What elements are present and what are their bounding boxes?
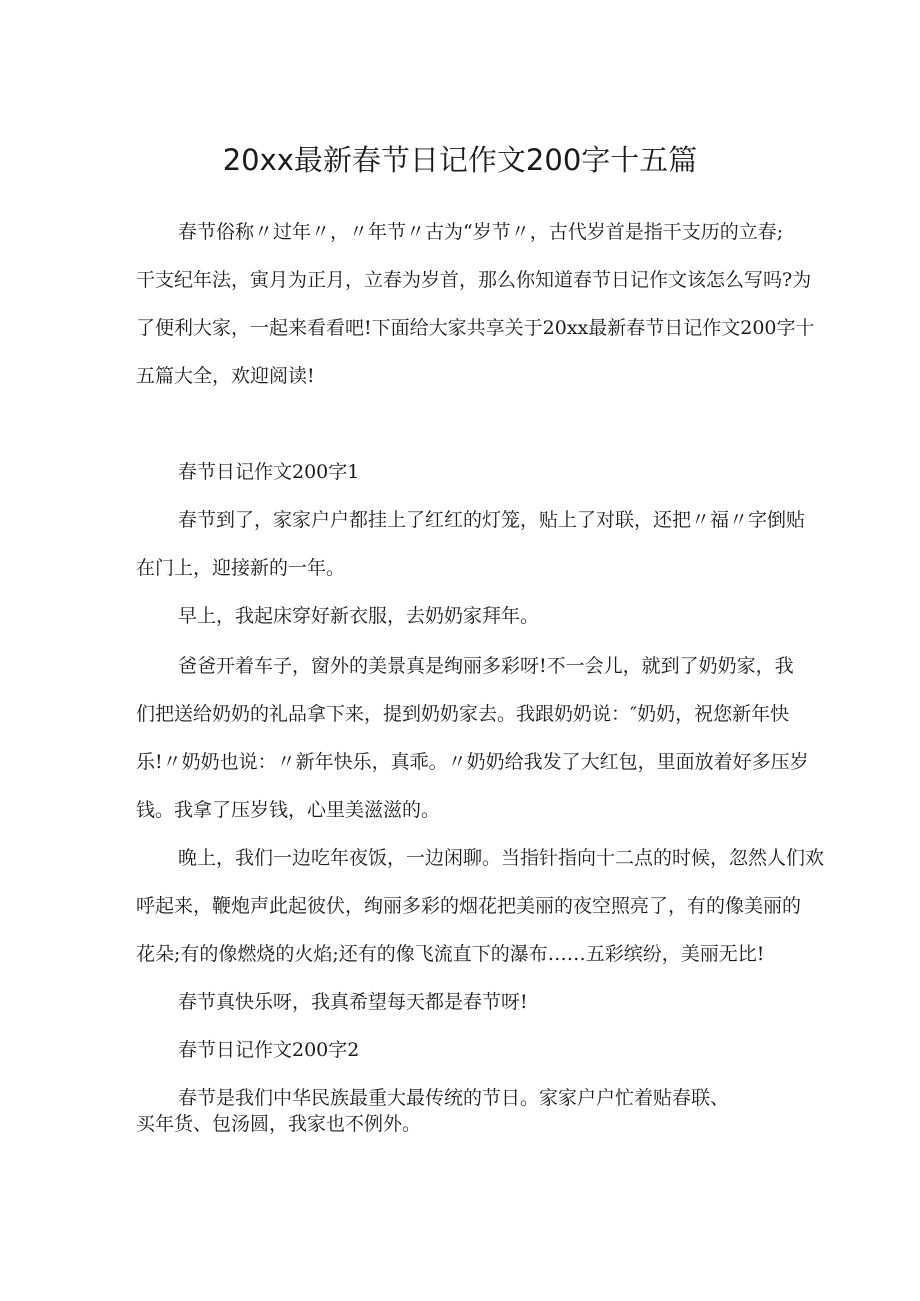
- document-title: 20xx最新春节日记作文200字十五篇: [222, 143, 698, 177]
- text-line: 爸爸开着车子，窗外的美景真是绚丽多彩呀!不一会儿，就到了奶奶家，我: [178, 655, 794, 677]
- text-line: 了便利大家，一起来看看吧!下面给大家共享关于20xx最新春节日记作文200字十: [136, 317, 815, 339]
- text-line: 春节到了，家家户户都挂上了红红的灯笼，贴上了对联，还把〃福〃字倒贴: [178, 509, 806, 531]
- text-line: 春节俗称〃过年〃，〃年节〃古为“岁节〃，古代岁首是指干支历的立春;: [178, 221, 784, 243]
- section-heading: 春节日记作文200字1: [178, 461, 360, 483]
- text-line: 花朵;有的像燃烧的火焰;还有的像飞流直下的瀑布……五彩缤纷，美丽无比!: [136, 943, 765, 965]
- text-line: 春节真快乐呀，我真希望每天都是春节呀!: [178, 991, 528, 1013]
- text-line: 呼起来，鞭炮声此起彼伏，绚丽多彩的烟花把美丽的夜空照亮了，有的像美丽的: [136, 895, 802, 917]
- text-line: 春节是我们中华民族最重大最传统的节日。家家户户忙着贴春联、: [178, 1087, 730, 1109]
- text-line: 早上，我起床穿好新衣服，去奶奶家拜年。: [178, 605, 540, 627]
- text-line: 干支纪年法，寅月为正月，立春为岁首，那么你知道春节日记作文该怎么写吗?为: [136, 269, 812, 291]
- text-line: 在门上，迎接新的一年。: [136, 557, 346, 579]
- section-heading: 春节日记作文200字2: [178, 1039, 360, 1061]
- text-line: 晚上，我们一边吃年夜饭，一边闲聊。当指针指向十二点的时候，忽然人们欢: [178, 847, 825, 869]
- text-line: 买年货、包汤圆，我家也不例外。: [136, 1113, 422, 1135]
- text-line: 乐!〃奶奶也说：〃新年快乐，真乖。〃奶奶给我发了大红包，里面放着好多压岁: [136, 751, 809, 773]
- text-line: 五篇大全，欢迎阅读!: [136, 365, 315, 387]
- text-line: 们把送给奶奶的礼品拿下来，提到奶奶家去。我跟奶奶说：″奶奶，祝您新年快: [136, 703, 790, 725]
- text-line: 钱。我拿了压岁钱，心里美滋滋的。: [136, 799, 441, 821]
